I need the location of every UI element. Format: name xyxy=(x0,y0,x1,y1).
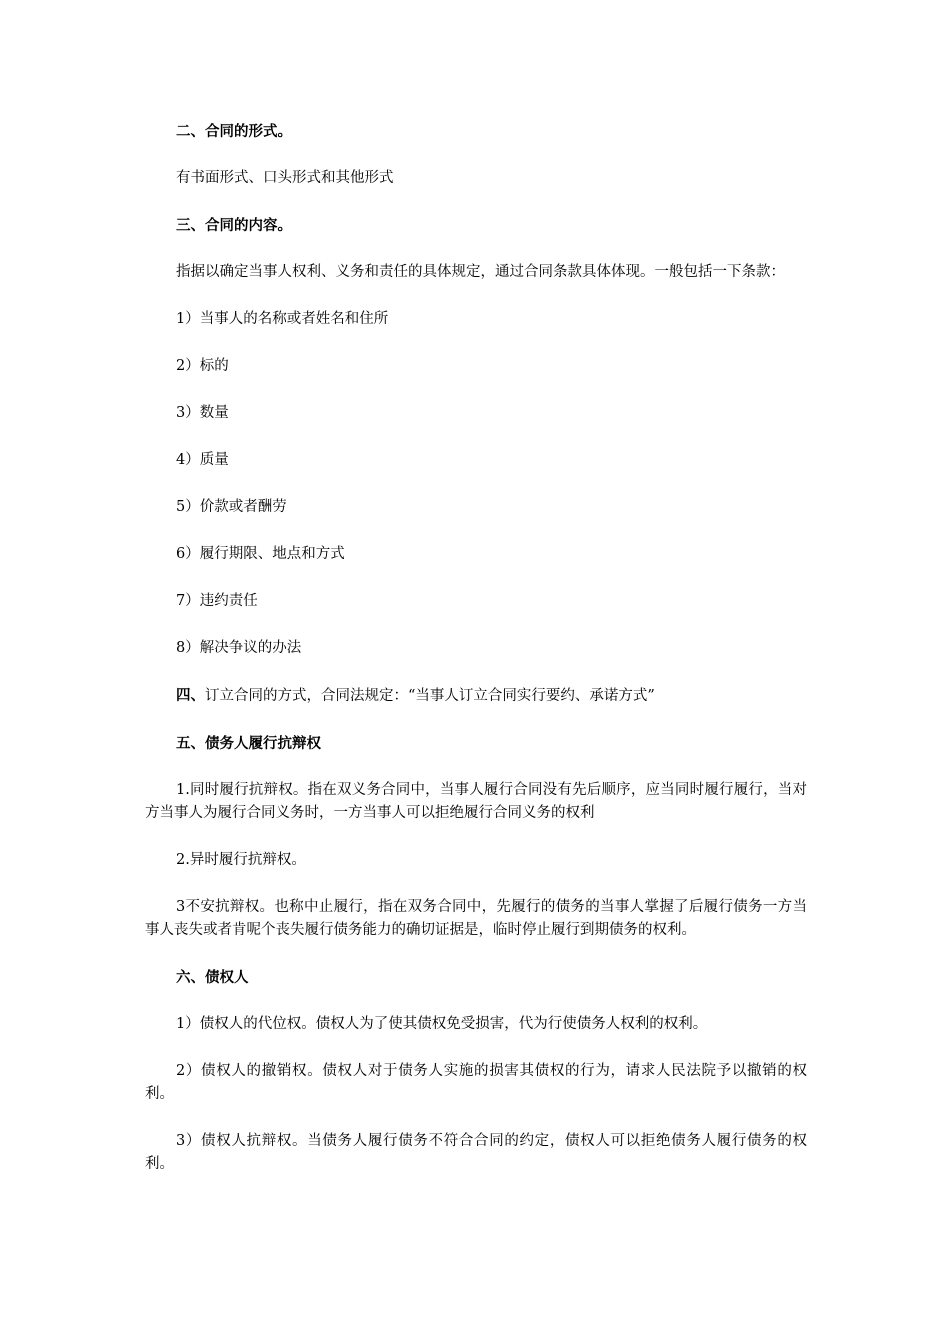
list-item-3: 3）数量 xyxy=(176,405,229,421)
list-item-7: 7）违约责任 xyxy=(176,593,258,609)
paragraph-simultaneous-defense: 1.同时履行抗辩权。指在双义务合同中，当事人履行合同没有先后顺序，应当同时履行履行，当对方当事人为履行合同义务时，一方当事人可以拒绝履行合同义务的权利 xyxy=(145,782,807,821)
contract-method-text: 订立合同的方式，合同法规定：“当事人订立合同实行要约、承诺方式” xyxy=(205,688,655,704)
paragraph-creditor-defense: 3）债权人抗辩权。当债务人履行债务不符合合同的约定，债权人可以拒绝债务人履行债务的权利。 xyxy=(145,1133,807,1172)
list-item-8: 8）解决争议的办法 xyxy=(176,640,302,656)
paragraph-subrogation-right: 1）债权人的代位权。债权人为了使其债权免受损害，代为行使债务人权利的权利。 xyxy=(176,1016,708,1032)
list-item-5: 5）价款或者酬劳 xyxy=(176,499,287,515)
heading-contract-method: 四、 xyxy=(176,687,205,704)
heading-contract-content: 三、合同的内容。 xyxy=(176,217,292,234)
paragraph-insecurity-defense: 3不安抗辩权。也称中止履行，指在双务合同中，先履行的债务的当事人掌握了后履行债务一方当事人丧失或者肯呢个丧失履行债务能力的确切证据是，临时停止履行到期债务的权利。 xyxy=(145,899,807,938)
heading-contract-form: 二、合同的形式。 xyxy=(176,123,292,140)
list-item-2: 2）标的 xyxy=(176,358,229,374)
document-body xyxy=(145,120,807,1200)
paragraph-revocation-right: 2）债权人的撤销权。债权人对于债务人实施的损害其债权的行为，请求人民法院予以撤销的权利。 xyxy=(145,1063,807,1102)
paragraph-contract-content: 指据以确定当事人权利、义务和责任的具体规定，通过合同条款具体体现。一般包括一下条款： xyxy=(176,264,785,280)
list-item-6: 6）履行期限、地点和方式 xyxy=(176,546,345,562)
paragraph-sequential-defense: 2.异时履行抗辩权。 xyxy=(176,852,306,868)
paragraph-contract-method xyxy=(145,684,807,708)
heading-creditor: 六、债权人 xyxy=(176,969,249,986)
heading-debtor-defense: 五、债务人履行抗辩权 xyxy=(176,735,321,752)
list-item-1: 1）当事人的名称或者姓名和住所 xyxy=(176,311,389,327)
paragraph-contract-form: 有书面形式、口头形式和其他形式 xyxy=(176,170,394,186)
list-item-4: 4）质量 xyxy=(176,452,229,468)
